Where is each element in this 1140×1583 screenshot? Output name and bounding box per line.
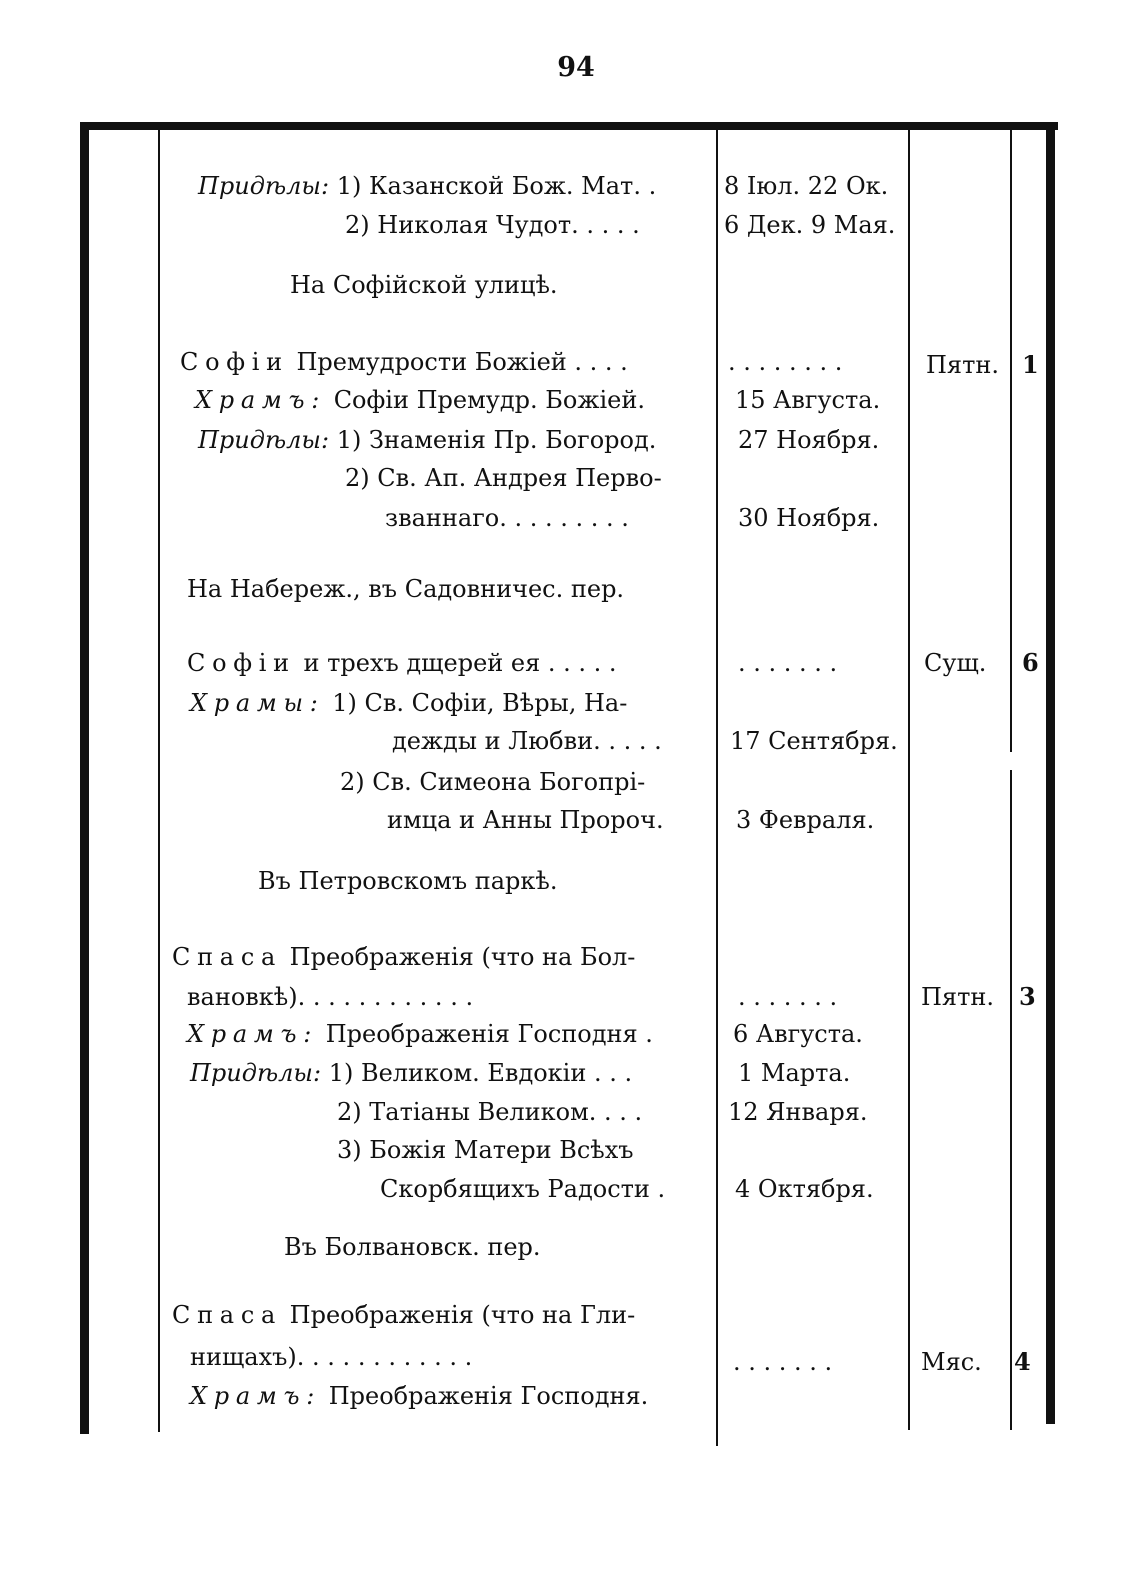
- church-1-hram-text: Софіи Премудр. Божіей.: [326, 386, 645, 414]
- church-3-pridel-2-date: 12 Января.: [728, 1098, 868, 1126]
- number-column-rule-upper: [1010, 130, 1012, 752]
- church-3-pridel-1-date: 1 Марта.: [738, 1059, 851, 1087]
- church-3-dots: . . . . . . .: [738, 983, 838, 1011]
- church-1-pridel-2-line: 2) Св. Ап. Андрея Перво-: [345, 464, 662, 492]
- church-3-day: Пятн.: [921, 983, 994, 1011]
- church-1-dots: . . . . . . . .: [728, 348, 843, 376]
- page-number: 94: [557, 52, 595, 83]
- church-3-pridel-3-date: 4 Октября.: [735, 1175, 874, 1203]
- church-4-name: Спаса: [172, 1301, 283, 1329]
- church-3-text: Преображенія (что на Бол-: [282, 943, 636, 971]
- church-1-hram-date: 15 Августа.: [735, 386, 881, 414]
- church-2-hram-2-cont: имца и Анны Пророч.: [387, 806, 664, 834]
- church-1-pridel-1-line: [198, 425, 656, 455]
- day-column-rule: [908, 130, 910, 1430]
- church-3-pridel-3-cont: Скорбящихъ Радости .: [380, 1175, 666, 1203]
- church-4-hram-line: [190, 1381, 648, 1411]
- church-4-title: [172, 1300, 635, 1330]
- hramy-label: Храмы:: [190, 689, 325, 717]
- number-column-rule-lower: [1010, 770, 1012, 1430]
- church-4-number: 4: [1014, 1347, 1031, 1376]
- church-2-hram-1-line: [190, 688, 627, 718]
- pridely-1-text: 1) Казанской Бож. Мат. .: [329, 172, 657, 200]
- church-3-name: Спаса: [172, 943, 283, 971]
- church-3-number: 3: [1019, 982, 1036, 1011]
- pridely-label: Придѣлы:: [198, 172, 330, 200]
- street-heading-3: Въ Петровскомъ паркѣ.: [258, 867, 558, 895]
- church-3-pridel-3-line: 3) Божія Матери Всѣхъ: [337, 1136, 634, 1164]
- street-heading-1: На Софійской улицѣ.: [290, 271, 558, 299]
- church-4-hram-text: Преображенія Господня.: [321, 1382, 649, 1410]
- pridely-1-date: 8 Іюл. 22 Ок.: [724, 172, 889, 200]
- church-2-hram-2-date: 3 Февраля.: [736, 806, 875, 834]
- church-2-hram-1-cont: дежды и Любви. . . . .: [392, 727, 662, 755]
- church-3-title-cont: вановкѣ). . . . . . . . . . . .: [187, 983, 474, 1011]
- church-3-hram-date: 6 Августа.: [733, 1020, 863, 1048]
- church-2-dots: . . . . . . .: [738, 649, 838, 677]
- church-2-day: Сущ.: [924, 649, 987, 677]
- church-3-pridel-1-text: 1) Великом. Евдокіи . . .: [321, 1059, 633, 1087]
- church-1-pridel-2-cont: званнаго. . . . . . . . .: [385, 504, 629, 532]
- church-2-hram-2-line: 2) Св. Симеона Богопрі-: [340, 768, 646, 796]
- church-3-pridel-1-line: [190, 1058, 632, 1088]
- church-4-text: Преображенія (что на Гли-: [282, 1301, 636, 1329]
- hram-label: Храмъ:: [190, 1382, 322, 1410]
- church-1-pridel-1-text: 1) Знаменія Пр. Богород.: [329, 426, 657, 454]
- church-2-hram-1-text: 1) Св. Софіи, Вѣры, На-: [324, 689, 628, 717]
- church-2-name: Софіи: [187, 649, 296, 677]
- church-1-pridel-1-date: 27 Ноября.: [738, 426, 880, 454]
- church-3-hram-line: [187, 1019, 653, 1049]
- church-2-text: и трехъ дщерей ея . . . . .: [295, 649, 617, 677]
- church-4-title-cont: нищахъ). . . . . . . . . . . .: [190, 1343, 473, 1371]
- pridely-2-date: 6 Дек. 9 Мая.: [724, 211, 896, 239]
- inner-left-rule: [158, 130, 160, 1432]
- pridely-2-line: 2) Николая Чудот. . . . .: [345, 211, 640, 239]
- church-1-number: 1: [1022, 350, 1039, 379]
- pridely-label: Придѣлы:: [198, 426, 330, 454]
- church-3-title: [172, 942, 635, 972]
- street-heading-2: На Набереж., въ Садовничес. пер.: [187, 575, 625, 603]
- church-4-dots: . . . . . . .: [733, 1348, 833, 1376]
- pridely-label: Придѣлы:: [190, 1059, 322, 1087]
- church-2-number: 6: [1022, 648, 1039, 677]
- church-3-pridel-2-line: 2) Татіаны Великом. . . .: [337, 1098, 643, 1126]
- church-4-day: Мяс.: [921, 1348, 982, 1376]
- church-1-pridel-2-date: 30 Ноября.: [738, 504, 880, 532]
- church-1-title: [180, 347, 628, 377]
- hram-label: Храмъ:: [187, 1020, 319, 1048]
- top-rule: [84, 122, 1058, 130]
- church-1-day: Пятн.: [926, 351, 999, 379]
- church-1-hram-line: [195, 385, 645, 415]
- church-2-title: [187, 648, 617, 678]
- street-heading-4: Въ Болвановск. пер.: [284, 1233, 541, 1261]
- church-1-text: Премудрости Божіей . . . .: [288, 348, 628, 376]
- hram-label: Храмъ:: [195, 386, 327, 414]
- church-3-hram-text: Преображенія Господня .: [318, 1020, 653, 1048]
- pridely-1-line: [198, 171, 656, 201]
- left-border-rule: [80, 122, 89, 1434]
- church-1-name: Софіи: [180, 348, 289, 376]
- date-column-rule: [716, 130, 718, 1446]
- church-2-hram-1-date: 17 Сентября.: [730, 727, 898, 755]
- right-border-rule: [1046, 126, 1055, 1424]
